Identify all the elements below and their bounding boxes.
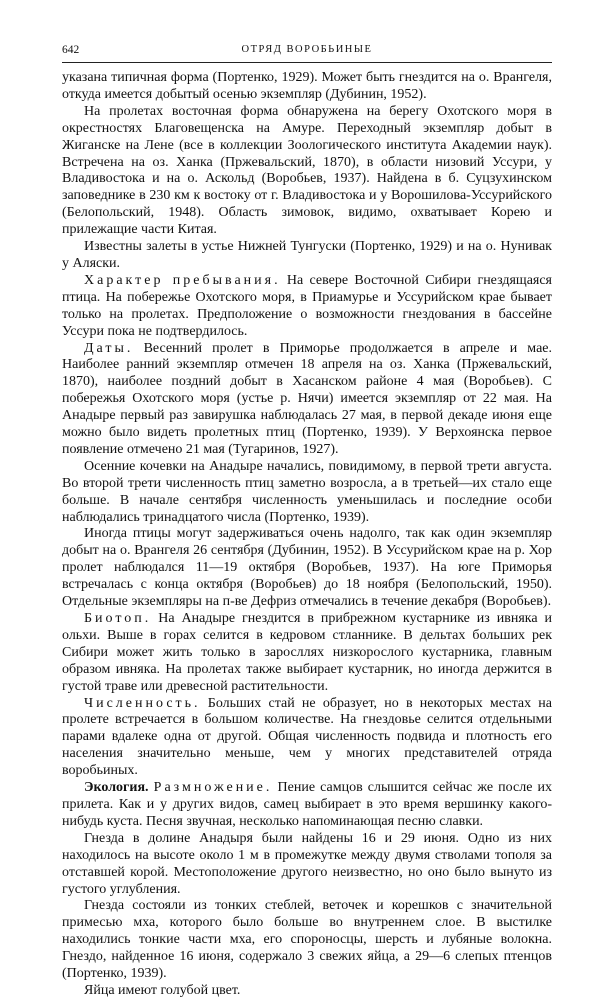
paragraph-text: Больших стай не образует, но в некоторых местах на пролете встречается в большом количестве. На гнездовье селится отдельными парами вдалеке одна от другой. Общая численность подвида и плотность его населения значительно меньше, чем у многих представителей отряда воробьиных. — [62, 695, 552, 779]
paragraph-text: Иногда птицы могут задерживаться очень надолго, так как один экземпляр добыт на о. Врангеля 26 сентября (Дубинин, 1952). В Уссурийском крае на р. Хор пролет наблюдался 11—19 октября (Воробьев, 1937). На юге Приморья встречалась с конца октября (Воробьев) до 18 ноября (Белопольский, 1950). Отдельные экземпляры на п-ве Дефриз отмечались в течение декабря (Воробьев). — [62, 526, 552, 610]
section-heading-bold: Экология. — [84, 780, 149, 796]
paragraph-3 — [62, 239, 552, 273]
paragraph-10 — [62, 780, 552, 831]
paragraph-text: Пение самцов слышится сейчас же после их прилета. Как и у других видов, самец выбирает в это время вершинку какого-нибудь куста. Песня звучная, несколько напоминающая песню славки. — [62, 780, 553, 829]
paragraph-text: Яйца имеют голубой цвет. — [84, 982, 241, 998]
paragraph-6 — [62, 459, 552, 527]
paragraph-11 — [62, 831, 552, 899]
paragraph-text: Гнезда в долине Анадыря были найдены 16 и 29 июня. Одно из них находилось на высоте около 1 м в промежутке между двумя стволами тополя за отставшей корой. Местоположение другого неизвестно, но оно было вынуто из густого углубления. — [62, 830, 552, 897]
section-heading: Характер пребывания. — [84, 272, 281, 288]
section-heading: Биотоп. — [84, 611, 152, 626]
page-number: 642 — [62, 44, 80, 56]
paragraph-text: Известны залеты в устье Нижней Тунгуски (Портенко, 1929) и на о. Нунивак у Аляски. — [62, 239, 552, 271]
paragraph-2 — [62, 104, 552, 239]
paragraph-8 — [62, 611, 552, 696]
paragraph-9 — [62, 696, 552, 781]
paragraph-text: указана типичная форма (Портенко, 1929). Может быть гнездится на о. Врангеля, откуда имеется добытый осенью экземпляр (Дубинин, 1952). — [62, 70, 552, 102]
paragraph-text: Гнезда состояли из тонких стеблей, веточек и корешков с значительной примесью мха, которого было больше во внутреннем слое. В выстилке находились тонкие части мха, его спороносцы, шерсть и лубяные волокна. Гнездо, найденное 16 июня, содержало 3 свежих яйца, а 29—6 слепых птенцов (Портенко, 1939). — [62, 898, 552, 982]
paragraph-text: Весенний пролет в Приморье продолжается в апреле и мае. Наиболее ранний экземпляр отмечен 18 апреля на оз. Ханка (Пржевальский, 1870), наиболее поздний добыт в Хасанском районе 4 мая (Воробьев). С побережья Охотского моря (устье р. Нячи) имеется экземпляр от 22 мая. На Анадыре первый раз завирушка наблюдалась 27 мая, в первой декаде июня еще можно было видеть пролетных птиц (Портенко, 1939). У Верхоянска первое появление отмечено 21 мая (Тугаринов, 1927). — [62, 340, 553, 457]
section-heading: Численность. — [84, 695, 201, 711]
paragraph-5 — [62, 341, 552, 459]
body-text — [62, 70, 552, 1000]
paragraph-7 — [62, 526, 552, 611]
paragraph-4 — [62, 273, 552, 341]
section-heading: Даты. — [84, 340, 134, 356]
paragraph-1 — [62, 70, 552, 104]
section-heading: Размножение. — [153, 780, 273, 796]
paragraph-text: На пролетах восточная форма обнаружена на берегу Охотского моря в окрестностях Благовещенска на Амуре. Переходный экземпляр добыт в Жиганске на Лене (все в коллекции Зоологического института Академии наук). Встречена на оз. Ханка (Пржевальский, 1870), в области низовий Уссури, у Владивостока и на о. Аскольд (Воробьев, 1937). Найдена в б. Суцзухинском заповеднике в 230 км к востоку от г. Владивостока и у Ворошилова-Уссурийского (Белопольский, 1948). Область зимовок, видимо, охватывает Корею и прилежащие части Китая. — [62, 103, 552, 238]
paragraph-12 — [62, 898, 552, 983]
paragraph-text: На Анадыре гнездится в прибрежном кустарнике из ивняка и ольхи. Выше в горах селится в кедровом стланнике. В дельтах больших рек Сибири может жить только в заросллях низкорослого кустарника, главным образом ивняка. На пролетах также выбирает кустарник, но иногда держится в густой траве или древесной растительности. — [62, 611, 553, 694]
running-head: ОТРЯД ВОРОБЬИНЫЕ — [241, 44, 373, 55]
page-header — [62, 40, 552, 63]
paragraph-13 — [62, 983, 552, 1000]
paragraph-text: Осенние кочевки на Анадыре начались, повидимому, в первой трети августа. Во второй трети численность птиц заметно возросла, а в третьей—их стало еще больше. В начале сентября численность уменьшилась и последние особи наблюдались тринадцатого числа (Портенко, 1939). — [62, 458, 552, 525]
paragraph-text: На севере Восточной Сибири гнездящаяся птица. На побережье Охотского моря, в Приамурье и Уссурийском крае бывает только на пролетах. Предположение о возможности гнездования в бассейне Уссури пока не подтвердилось. — [62, 272, 552, 339]
